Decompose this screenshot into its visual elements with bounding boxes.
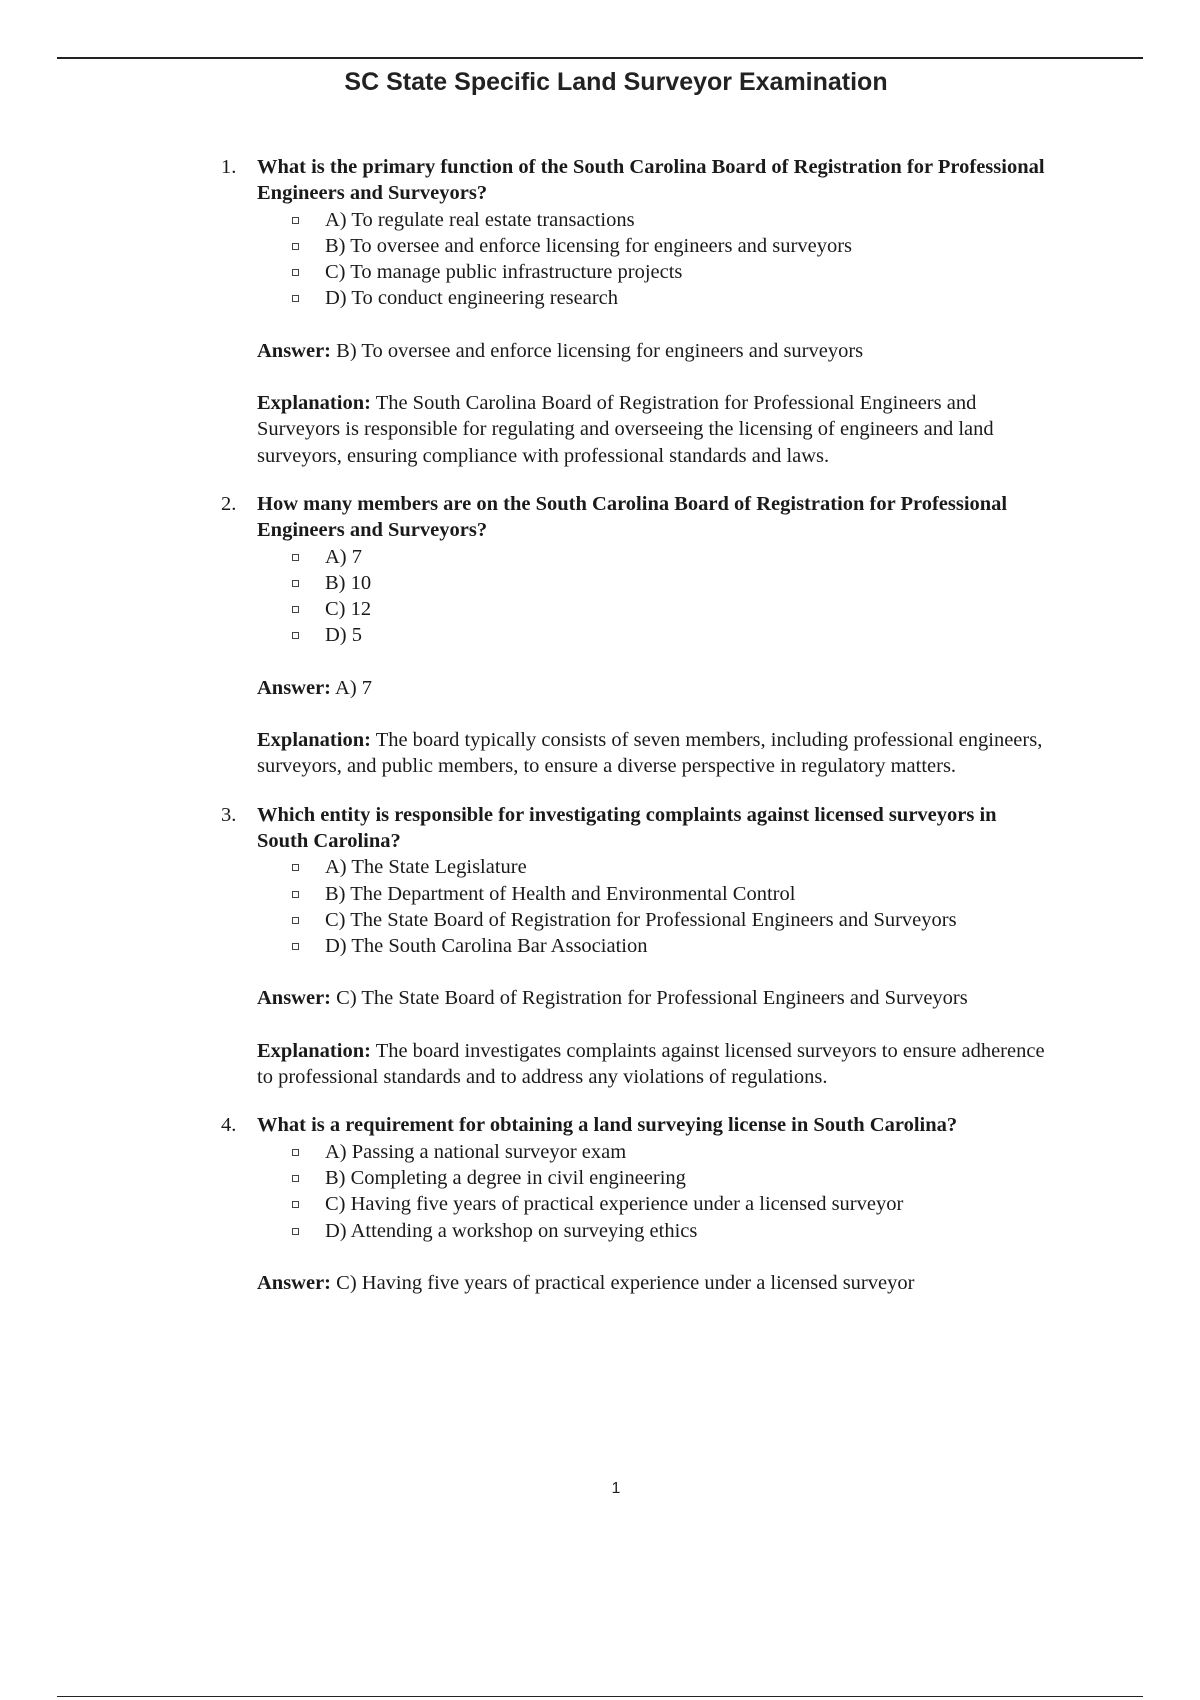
answer-text: C) Having five years of practical experience under a licensed surveyor: [336, 1271, 915, 1294]
document-title: SC State Specific Land Surveyor Examination: [344, 68, 888, 96]
square-bullet-icon: [292, 217, 299, 224]
page-number: 1: [611, 1480, 621, 1497]
square-bullet-icon: [292, 917, 299, 924]
question-text: How many members are on the South Carolina Board of Registration for Professional Engineers and Surveyors?: [257, 492, 1008, 542]
explanation-text: The South Carolina Board of Registration for Professional Engineers and Surveyors is responsible for regulating and overseeing the licensing of engineers and land surveyors, ensuring compliance with professional standards and laws.: [257, 392, 994, 467]
bottom-rule: [57, 1696, 1143, 1697]
explanation-block: [257, 727, 1047, 780]
square-bullet-icon: [292, 554, 299, 561]
option-text: B) Completing a degree in civil engineering: [325, 1166, 686, 1189]
option-text: C) The State Board of Registration for Professional Engineers and Surveyors: [325, 908, 957, 931]
option-item: [257, 596, 1047, 622]
option-list: [257, 1139, 1047, 1244]
option-item: [257, 259, 1047, 285]
question-3: [0, 802, 1047, 1091]
option-item: [257, 233, 1047, 259]
question-text: What is the primary function of the South Carolina Board of Registration for Professional Engineers and Surveyors?: [257, 156, 1045, 205]
square-bullet-icon: [292, 295, 299, 302]
option-text: A) The State Legislature: [325, 856, 527, 879]
option-item: [257, 854, 1047, 880]
option-text: C) 12: [325, 598, 372, 621]
explanation-block: [257, 1038, 1047, 1091]
top-rule: [57, 57, 1143, 59]
answer-block: [257, 338, 1047, 364]
square-bullet-icon: [292, 632, 299, 639]
option-text: C) Having five years of practical experience under a licensed surveyor: [325, 1193, 904, 1216]
explanation-text: The board typically consists of seven members, including professional engineers, surveyors, and public members, to ensure a diverse perspective in regulatory matters.: [257, 729, 1043, 778]
answer-label: Answer:: [257, 339, 332, 362]
answer-block: [257, 675, 1047, 701]
answer-label: Answer:: [257, 676, 332, 699]
square-bullet-icon: [292, 1175, 299, 1182]
square-bullet-icon: [292, 1149, 299, 1156]
question-number: 1.: [221, 156, 237, 178]
answer-label: Answer:: [257, 1271, 332, 1294]
option-item: [257, 285, 1047, 311]
question-number: 4.: [221, 1114, 237, 1137]
square-bullet-icon: [292, 864, 299, 871]
option-text: D) To conduct engineering research: [325, 287, 619, 310]
answer-text: B) To oversee and enforce licensing for engineers and surveyors: [336, 339, 864, 362]
option-text: C) To manage public infrastructure projects: [325, 261, 683, 284]
square-bullet-icon: [292, 580, 299, 587]
answer-label: Answer:: [257, 987, 332, 1010]
square-bullet-icon: [292, 269, 299, 276]
square-bullet-icon: [292, 891, 299, 898]
option-item: [257, 570, 1047, 596]
option-text: B) The Department of Health and Environmental Control: [325, 882, 796, 905]
answer-text: C) The State Board of Registration for Professional Engineers and Surveyors: [336, 987, 968, 1010]
answer-block: [257, 985, 1047, 1011]
explanation-text: The board investigates complaints against licensed surveyors to ensure adherence to professional standards and to address any violations of regulations.: [257, 1039, 1045, 1089]
option-text: A) Passing a national surveyor exam: [325, 1140, 627, 1163]
question-4: [0, 1112, 1047, 1296]
option-item: [257, 907, 1047, 933]
option-item: [257, 1191, 1047, 1217]
option-item: [257, 881, 1047, 907]
option-list: [257, 854, 1047, 959]
option-item: [257, 544, 1047, 570]
option-text: D) Attending a workshop on surveying ethics: [325, 1219, 698, 1242]
option-text: A) 7: [325, 545, 363, 568]
explanation-label: Explanation:: [257, 1039, 371, 1062]
option-list: [257, 544, 1047, 649]
option-item: [257, 1165, 1047, 1191]
answer-text: A) 7: [335, 676, 373, 699]
option-item: [257, 207, 1047, 233]
option-item: [257, 1139, 1047, 1165]
explanation-label: Explanation:: [257, 392, 371, 415]
question-number: 3.: [221, 803, 237, 826]
square-bullet-icon: [292, 243, 299, 250]
option-text: B) 10: [325, 571, 372, 594]
option-text: D) 5: [325, 624, 363, 647]
question-list: [0, 154, 1200, 1318]
square-bullet-icon: [292, 606, 299, 613]
question-text: Which entity is responsible for investigating complaints against licensed surveyors in South Carolina?: [257, 803, 997, 852]
answer-block: [257, 1270, 1047, 1296]
option-list: [257, 207, 1047, 312]
explanation-label: Explanation:: [257, 729, 371, 752]
question-1: [0, 154, 1047, 469]
explanation-block: [257, 390, 1047, 469]
question-text: What is a requirement for obtaining a land surveying license in South Carolina?: [257, 1114, 958, 1137]
question-number: 2.: [221, 492, 237, 515]
square-bullet-icon: [292, 1228, 299, 1235]
square-bullet-icon: [292, 943, 299, 950]
option-text: D) The South Carolina Bar Association: [325, 935, 648, 958]
option-text: A) To regulate real estate transactions: [325, 208, 635, 231]
option-item: [257, 1218, 1047, 1244]
option-item: [257, 622, 1047, 648]
question-2: [0, 491, 1047, 780]
square-bullet-icon: [292, 1201, 299, 1208]
option-text: B) To oversee and enforce licensing for engineers and surveyors: [325, 234, 853, 257]
option-item: [257, 933, 1047, 959]
